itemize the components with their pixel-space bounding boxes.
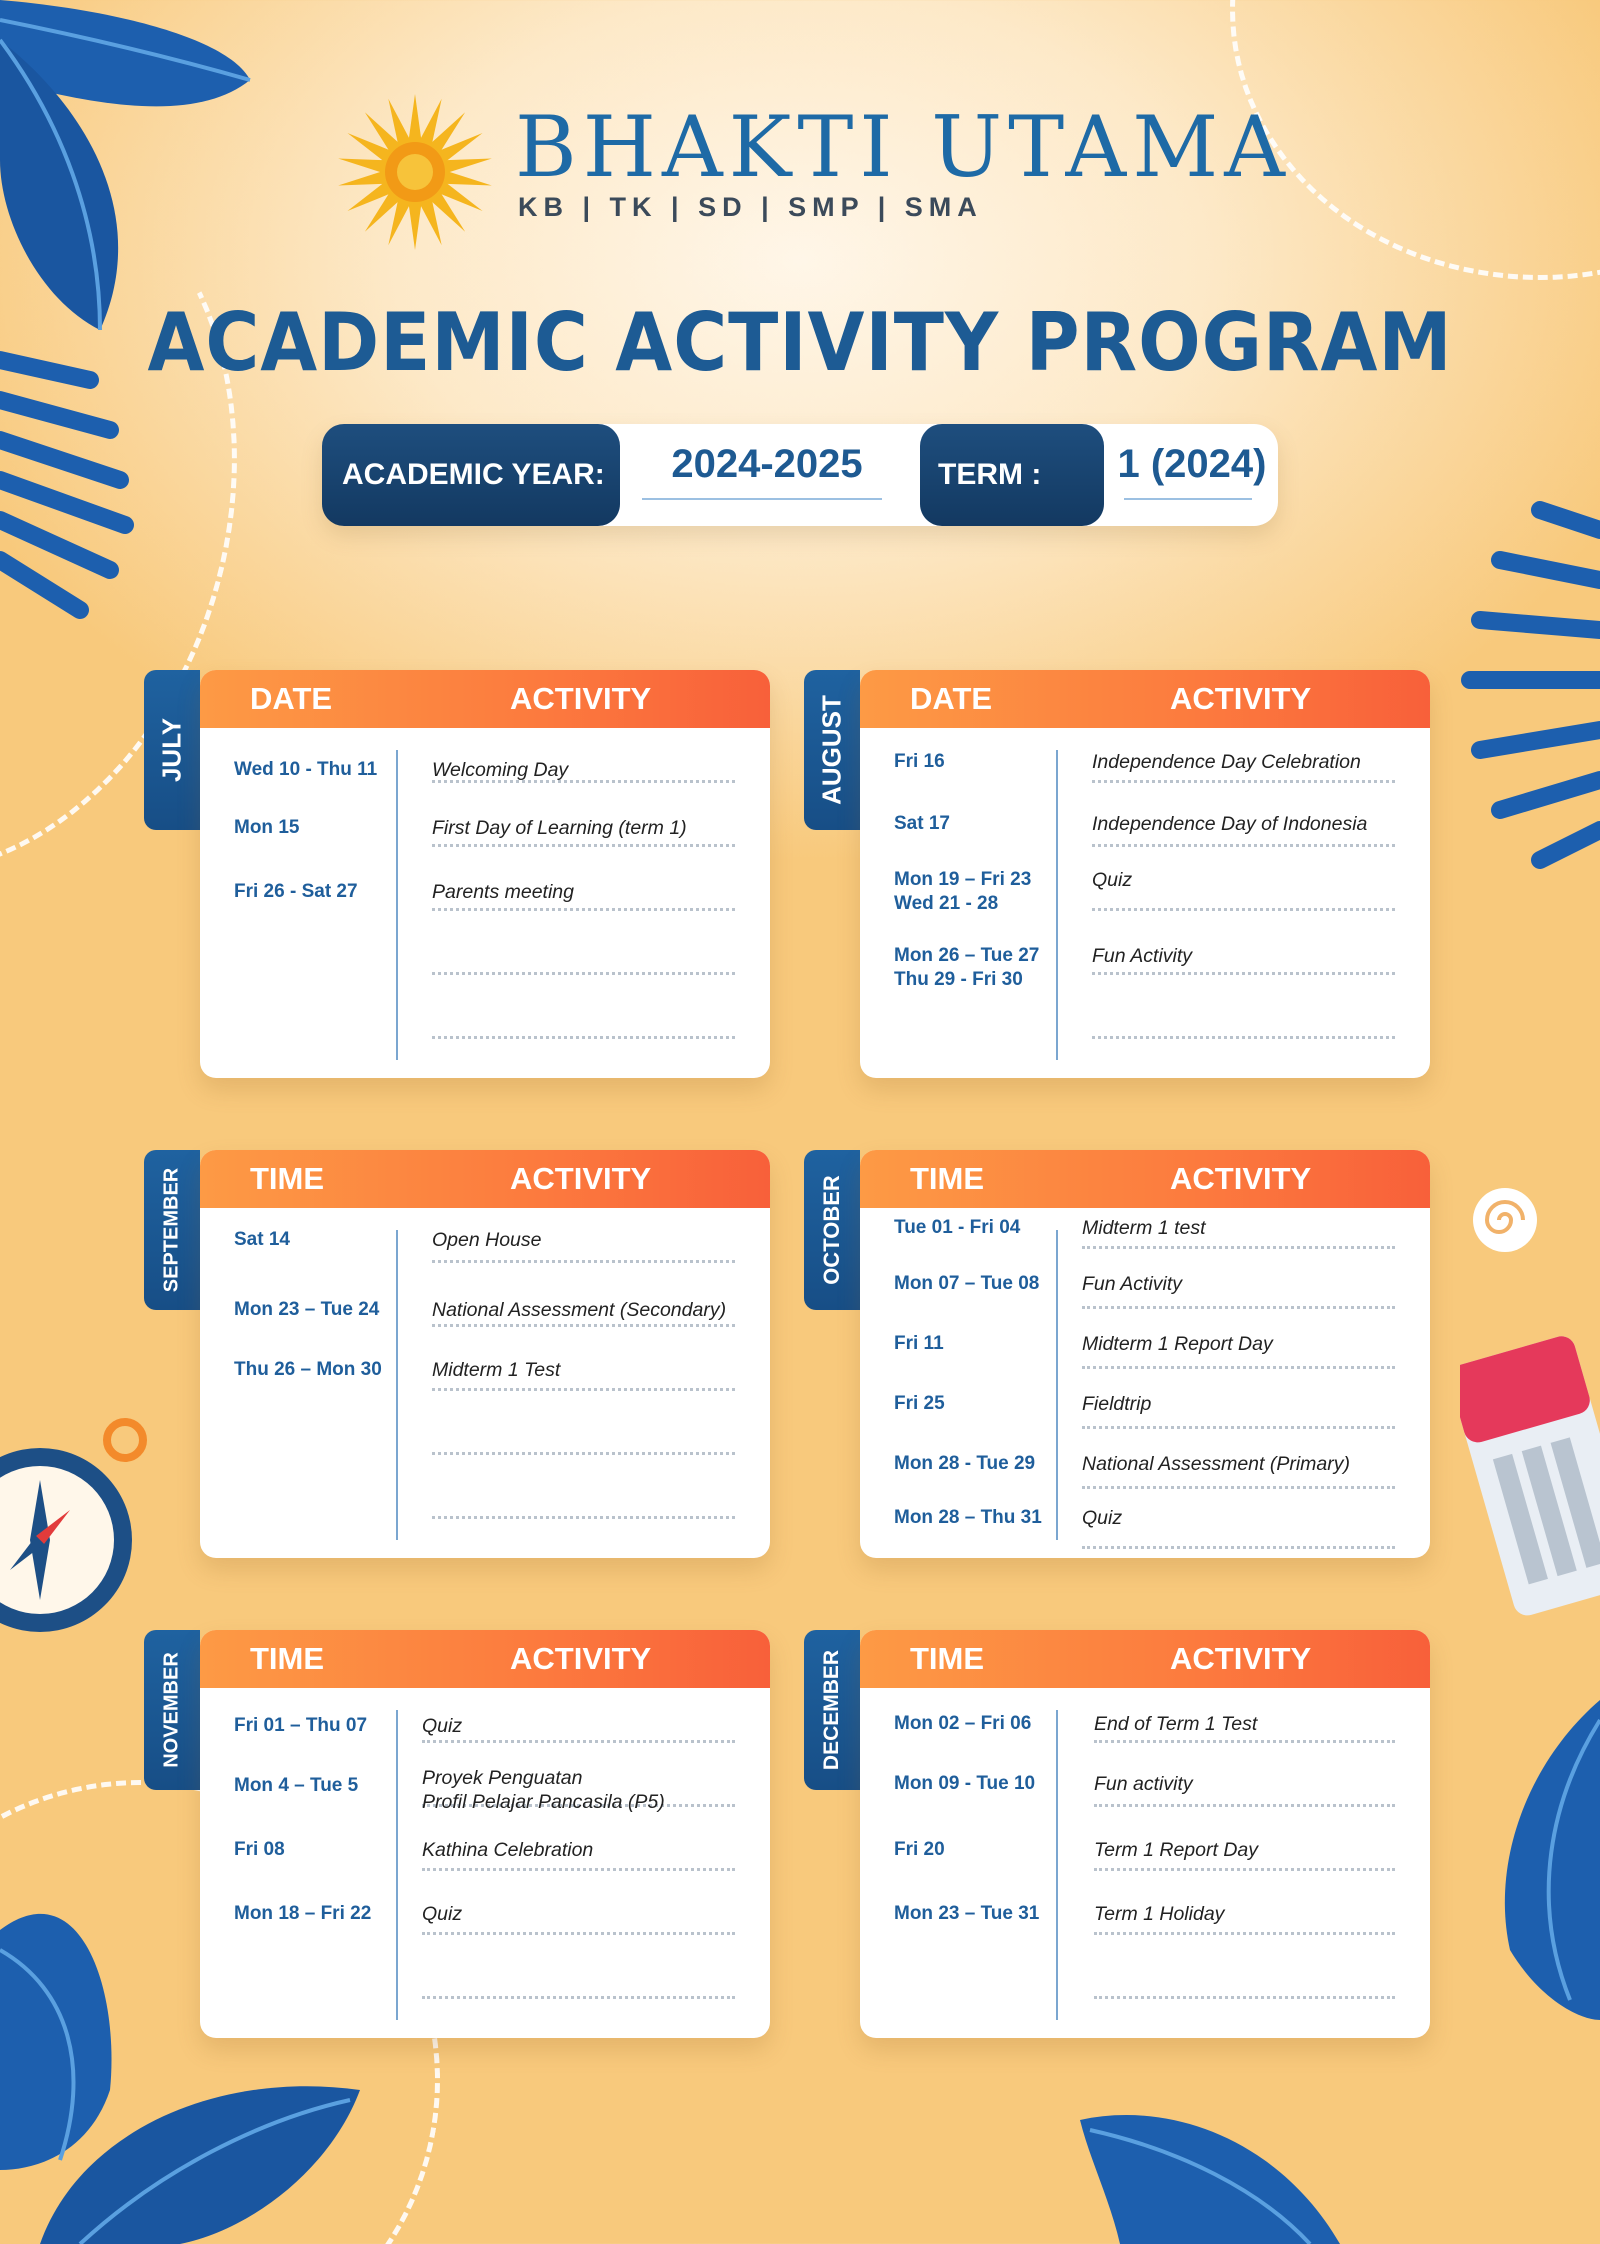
column-header-activity: ACTIVITY xyxy=(510,681,652,716)
column-divider xyxy=(1056,1230,1058,1540)
activity-name: Quiz xyxy=(1092,869,1133,891)
dotted-line xyxy=(1082,1486,1395,1489)
leaf-top-left-icon xyxy=(0,0,260,340)
month-tab-august xyxy=(804,670,860,830)
month-label: JULY xyxy=(156,717,187,783)
dotted-line xyxy=(1092,780,1395,783)
month-card-december xyxy=(860,1630,1430,2038)
term-underline xyxy=(1124,498,1252,500)
activity-date: Sat 14 xyxy=(234,1229,290,1250)
compass-icon xyxy=(0,1410,150,1650)
month-tab-september xyxy=(144,1150,200,1310)
activity-date: Mon 09 - Tue 10 xyxy=(894,1773,1036,1794)
passport-ticket-icon xyxy=(1460,1330,1600,1630)
month-tab-july xyxy=(144,670,200,830)
dotted-line xyxy=(432,1388,735,1391)
activity-name: Proyek Penguatan xyxy=(422,1767,583,1789)
activity-date: Fri 20 xyxy=(894,1839,945,1860)
dotted-line xyxy=(1082,1546,1395,1549)
dotted-line xyxy=(1094,1996,1395,1999)
column-header-date: TIME xyxy=(910,1641,985,1676)
activity-date: Mon 23 – Tue 24 xyxy=(234,1299,380,1320)
dotted-line xyxy=(1082,1426,1395,1429)
dotted-line xyxy=(1092,972,1395,975)
activity-date: Mon 26 – Tue 27 xyxy=(894,945,1040,966)
dotted-line xyxy=(422,1932,735,1935)
dotted-line xyxy=(1082,1306,1395,1309)
activity-date: Fri 25 xyxy=(894,1393,945,1414)
activity-date: Mon 19 – Fri 23 xyxy=(894,869,1032,890)
month-card-september xyxy=(200,1150,770,1558)
month-label: DECEMBER xyxy=(820,1649,843,1771)
activity-name: Term 1 Holiday xyxy=(1094,1903,1225,1925)
term-label: TERM : xyxy=(920,424,1104,526)
column-header-activity: ACTIVITY xyxy=(510,1161,652,1196)
dotted-line xyxy=(1094,1804,1395,1807)
activity-date-secondary: Thu 29 - Fri 30 xyxy=(894,969,1023,990)
activity-date: Mon 23 – Tue 31 xyxy=(894,1903,1040,1924)
column-header-activity: ACTIVITY xyxy=(1170,1161,1312,1196)
column-header-date: TIME xyxy=(910,1161,985,1196)
dotted-line xyxy=(422,1996,735,1999)
dotted-line xyxy=(1094,1740,1395,1743)
column-divider xyxy=(396,1710,398,2020)
academic-year-label: ACADEMIC YEAR: xyxy=(322,424,620,526)
dotted-line xyxy=(432,1324,735,1327)
month-label: AUGUST xyxy=(816,695,847,805)
column-header-date: DATE xyxy=(250,681,333,716)
page-title: ACADEMIC ACTIVITY PROGRAM xyxy=(147,296,1453,389)
activity-name: Midterm 1 Report Day xyxy=(1082,1333,1273,1355)
shell-icon xyxy=(1470,1185,1540,1255)
activity-date: Mon 07 – Tue 08 xyxy=(894,1273,1040,1294)
academic-year-underline xyxy=(642,498,882,500)
dotted-line xyxy=(1092,908,1395,911)
dotted-line xyxy=(422,1868,735,1871)
activity-name: Independence Day of Indonesia xyxy=(1092,813,1368,835)
dotted-line xyxy=(432,844,735,847)
activity-name: Midterm 1 Test xyxy=(432,1359,561,1381)
column-header-activity: ACTIVITY xyxy=(1170,681,1312,716)
activity-name: National Assessment (Secondary) xyxy=(432,1299,727,1321)
dotted-line xyxy=(1094,1868,1395,1871)
month-tab-october xyxy=(804,1150,860,1310)
activity-date: Fri 26 - Sat 27 xyxy=(234,881,358,902)
dotted-line xyxy=(1092,1036,1395,1039)
activity-date: Fri 08 xyxy=(234,1839,285,1860)
activity-name: Quiz xyxy=(422,1903,463,1925)
activity-name-secondary: Profil Pelajar Pancasila (P5) xyxy=(422,1791,665,1813)
activity-date: Mon 15 xyxy=(234,817,300,838)
column-divider xyxy=(396,1230,398,1540)
activity-date: Fri 11 xyxy=(894,1333,944,1354)
column-header-activity: ACTIVITY xyxy=(1170,1641,1312,1676)
month-label: SEPTEMBER xyxy=(160,1167,183,1293)
dotted-line xyxy=(1092,844,1395,847)
activity-name: Independence Day Celebration xyxy=(1092,751,1361,773)
column-divider xyxy=(1056,1710,1058,2020)
academic-year-value: 2024-2025 xyxy=(671,442,863,486)
activity-name: Fieldtrip xyxy=(1082,1393,1152,1415)
leaf-right-bottom-icon xyxy=(1470,1700,1600,2020)
activity-date: Tue 01 - Fri 04 xyxy=(894,1217,1021,1238)
column-header-date: TIME xyxy=(250,1161,325,1196)
activity-name: Kathina Celebration xyxy=(422,1839,594,1861)
activity-name: Fun Activity xyxy=(1092,945,1193,967)
sun-flower-logo-icon xyxy=(335,92,495,252)
activity-date: Mon 18 – Fri 22 xyxy=(234,1903,372,1924)
dotted-line xyxy=(432,1516,735,1519)
dotted-line xyxy=(1082,1246,1395,1249)
month-card-august xyxy=(860,670,1430,1078)
column-header-date: TIME xyxy=(250,1641,325,1676)
activity-date: Mon 02 – Fri 06 xyxy=(894,1713,1032,1734)
month-card-november xyxy=(200,1630,770,2038)
activity-date: Fri 16 xyxy=(894,751,945,772)
card-header xyxy=(860,1150,1430,1208)
activity-name: Midterm 1 test xyxy=(1082,1217,1206,1239)
column-divider xyxy=(396,750,398,1060)
activity-name: End of Term 1 Test xyxy=(1094,1713,1258,1735)
dotted-line xyxy=(432,972,735,975)
card-header xyxy=(860,1630,1430,1688)
activity-date: Mon 28 - Tue 29 xyxy=(894,1453,1036,1474)
activity-name: Open House xyxy=(432,1229,542,1251)
activity-date: Thu 26 – Mon 30 xyxy=(234,1359,382,1380)
card-header xyxy=(860,670,1430,728)
month-label: NOVEMBER xyxy=(160,1652,183,1768)
activity-date: Fri 01 – Thu 07 xyxy=(234,1715,368,1736)
activity-name: First Day of Learning (term 1) xyxy=(432,817,687,839)
dotted-line xyxy=(1094,1932,1395,1935)
column-header-activity: ACTIVITY xyxy=(510,1641,652,1676)
brand-name: BHAKTI UTAMA xyxy=(515,98,1291,196)
term-value: 1 (2024) xyxy=(1117,442,1267,486)
dotted-line xyxy=(432,1260,735,1263)
activity-name: Welcoming Day xyxy=(432,759,569,781)
school-levels: KB | TK | SD | SMP | SMA xyxy=(518,192,983,222)
dotted-line xyxy=(432,1036,735,1039)
dotted-line xyxy=(432,908,735,911)
leaf-bottom-right-icon xyxy=(1080,2100,1340,2244)
activity-date: Sat 17 xyxy=(894,813,950,834)
activity-date-secondary: Wed 21 - 28 xyxy=(894,893,999,914)
palm-leaf-right-icon xyxy=(1440,490,1600,890)
card-header xyxy=(200,1150,770,1208)
activity-name: Quiz xyxy=(1082,1507,1123,1529)
month-card-october xyxy=(860,1150,1430,1558)
activity-name: Term 1 Report Day xyxy=(1094,1839,1259,1861)
activity-name: Parents meeting xyxy=(432,881,574,903)
column-header-date: DATE xyxy=(910,681,993,716)
activity-date: Mon 28 – Thu 31 xyxy=(894,1507,1042,1528)
month-card-july xyxy=(200,670,770,1078)
school-logo xyxy=(335,92,1291,252)
activity-date: Wed 10 - Thu 11 xyxy=(234,759,378,780)
month-tab-december xyxy=(804,1630,860,1790)
month-tab-november xyxy=(144,1630,200,1790)
dotted-line xyxy=(422,1740,735,1743)
activity-date: Mon 4 – Tue 5 xyxy=(234,1775,359,1796)
dotted-line xyxy=(1082,1366,1395,1369)
academic-year-bar xyxy=(322,424,1278,526)
activity-name: Quiz xyxy=(422,1715,463,1737)
card-header xyxy=(200,670,770,728)
dotted-line xyxy=(432,1452,735,1455)
card-header xyxy=(200,1630,770,1688)
activity-name: Fun Activity xyxy=(1082,1273,1183,1295)
column-divider xyxy=(1056,750,1058,1060)
month-label: OCTOBER xyxy=(819,1175,844,1285)
activity-name: Fun activity xyxy=(1094,1773,1193,1795)
activity-name: National Assessment (Primary) xyxy=(1082,1453,1351,1475)
